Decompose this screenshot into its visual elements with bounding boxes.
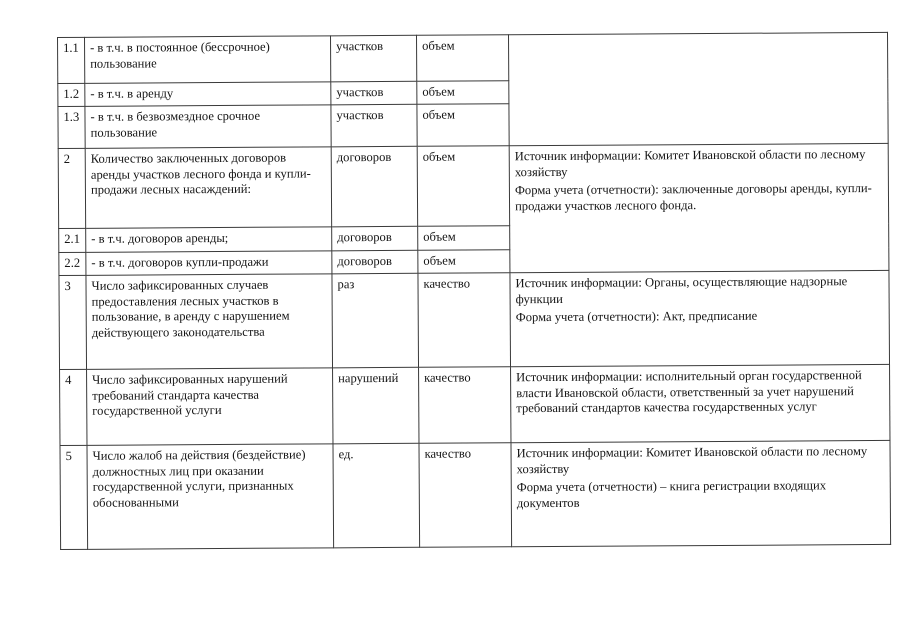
info-source	[510, 270, 890, 366]
unit-of-measure: участков	[330, 35, 416, 82]
info-source	[511, 440, 891, 546]
indicator-type: объем	[417, 104, 509, 147]
row-number: 1.2	[58, 83, 85, 106]
unit-of-measure: нарушений	[333, 367, 419, 444]
row-number: 2	[58, 148, 85, 228]
indicator-type: качество	[419, 443, 512, 548]
unit-of-measure: раз	[332, 273, 419, 368]
row-number: 5	[60, 445, 88, 549]
unit-of-measure: участков	[331, 81, 417, 105]
indicator-name: Число зафиксированных нарушений требований стандарта качества государственной услуги	[87, 368, 333, 446]
indicator-name: Число жалоб на действия (бездействие) должностных лиц при оказании государственной услуги, признанных обоснованными	[87, 444, 334, 550]
indicator-type: объем	[418, 250, 510, 274]
source-text: Источник информации: Органы, осуществляющие надзорные функции	[515, 274, 848, 306]
info-source-empty	[508, 32, 888, 145]
indicators-table	[57, 32, 891, 550]
table-row	[60, 440, 891, 549]
indicator-name: - в т.ч. договоров купли-продажи	[86, 251, 332, 276]
indicator-type: качество	[419, 367, 511, 444]
report-form-text: Форма учета (отчетности): Акт, предписание	[515, 308, 758, 325]
table-row	[59, 270, 890, 369]
indicator-name: - в т.ч. в аренду	[85, 82, 331, 107]
row-number: 3	[59, 275, 87, 369]
unit-of-measure: договоров	[332, 226, 418, 251]
info-source	[511, 364, 890, 442]
source-text: Источник информации: исполнительный орган государственной власти Ивановской области, ответственный за учет нарушений требований стандартов качества государственных услуг	[516, 368, 862, 416]
indicator-type: объем	[417, 81, 509, 105]
row-number: 1.1	[58, 37, 85, 83]
unit-of-measure: ед.	[333, 443, 420, 548]
unit-of-measure: договоров	[332, 250, 418, 274]
table-row	[58, 143, 888, 228]
indicator-name: - в т.ч. договоров аренды;	[86, 227, 332, 253]
row-number: 2.1	[59, 228, 86, 252]
indicator-type: объем	[418, 226, 510, 251]
indicator-type: объем	[417, 146, 509, 227]
indicator-name: Число зафиксированных случаев предоставления лесных участков в пользование, в аренду с нарушением действующего законодательства	[86, 274, 333, 370]
report-form-text: Форма учета (отчетности): заключенные договоры аренды, купли-продажи участков лесного фонда.	[514, 181, 872, 213]
indicator-name: Количество заключенных договоров аренды участков лесного фонда и купли-продажи лесных насаждений:	[85, 147, 331, 229]
row-number: 1.3	[58, 106, 85, 148]
source-text: Источник информации: Комитет Ивановской области по лесному хозяйству	[516, 444, 868, 476]
unit-of-measure: договоров	[331, 146, 417, 227]
indicator-name: - в т.ч. в безвозмездное срочное пользование	[85, 105, 331, 149]
unit-of-measure: участков	[331, 104, 417, 147]
indicator-name: - в т.ч. в постоянное (бессрочное) пользование	[85, 36, 331, 84]
report-form-text: Форма учета (отчетности) – книга регистрации входящих документов	[516, 478, 827, 510]
table-row	[60, 364, 890, 445]
indicator-type: объем	[416, 35, 508, 82]
indicator-type: качество	[418, 273, 511, 368]
table-row	[58, 32, 888, 83]
info-source	[509, 143, 889, 272]
source-text: Источник информации: Комитет Ивановской области по лесному хозяйству	[514, 147, 866, 179]
row-number: 2.2	[59, 252, 86, 275]
row-number: 4	[60, 369, 87, 445]
